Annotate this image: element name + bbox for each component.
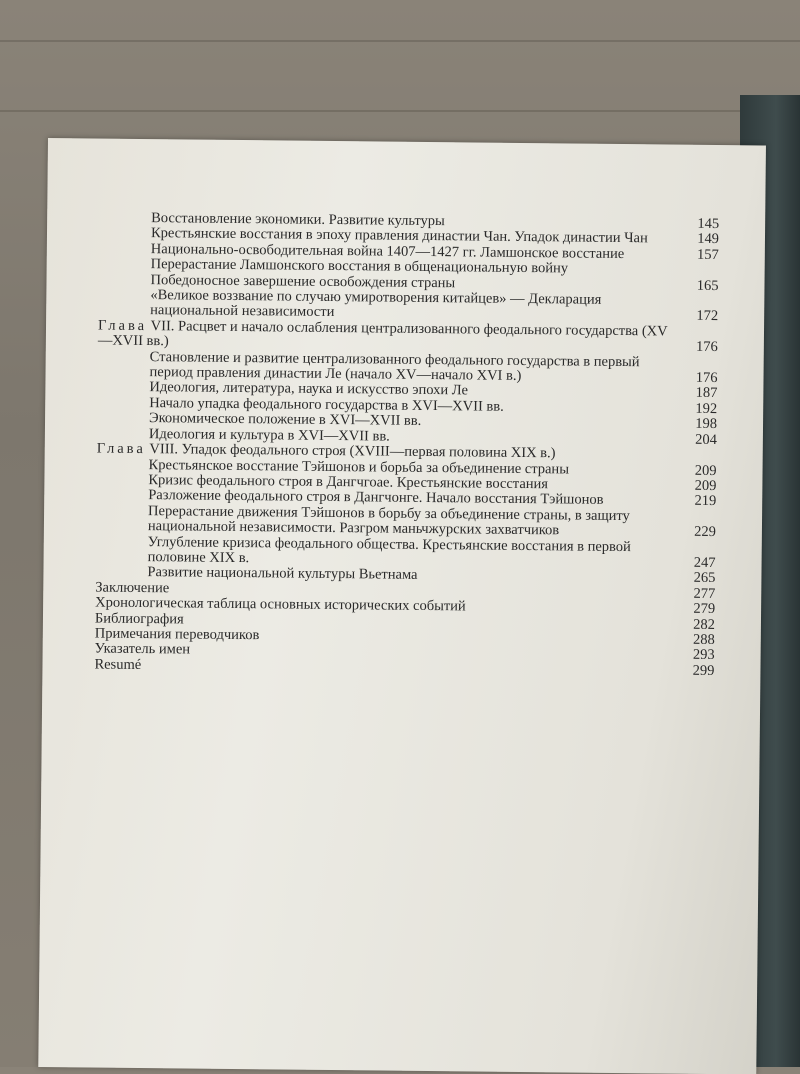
toc-page-number: 145 <box>697 215 720 233</box>
toc-page-number: 279 <box>693 600 716 618</box>
toc-entry-title: Библиография <box>94 610 184 628</box>
toc-page-number: 293 <box>692 647 715 664</box>
toc-page-number: 157 <box>696 246 719 263</box>
toc-page-number: 209 <box>694 462 717 479</box>
table-of-contents <box>94 211 719 680</box>
toc-entry-title: Перерастание Ламшонского восстания в общенациональную войну <box>150 256 569 277</box>
toc-entry-title: VII. Расцвет и начало ослабления централизованного феодального государства (XV—XVII вв.) <box>97 317 668 350</box>
toc-page-number: 198 <box>695 416 718 433</box>
toc-entry-title: Заключение <box>95 579 170 597</box>
toc-page-number: 165 <box>696 277 719 294</box>
toc-entry-title: Крестьянские восстания в эпоху правления династии Чан. Упадок династии Чан <box>150 225 648 247</box>
toc-entry-title: Восстановление экономики. Развитие культуры <box>151 210 445 230</box>
toc-entry-title: Крестьянское восстание Тэйшонов и борьба за объединение страны <box>148 456 570 477</box>
toc-page-number: 229 <box>694 523 716 541</box>
toc-page-number: 187 <box>695 385 718 402</box>
background-grain <box>0 40 800 42</box>
toc-entry-title: Национально-освободительная война 1407—1427 гг. Ламшонское восстание <box>150 240 625 262</box>
toc-page-number: 204 <box>695 431 717 448</box>
toc-page-number: 299 <box>692 662 715 679</box>
toc-entry-title: Экономическое положение в XVI—XVII вв. <box>148 410 422 430</box>
toc-entry-title: Разложение феодального строя в Дангчонге. Начало восстания Тэйшонов <box>148 487 604 509</box>
toc-entry-title: Становление и развитие централизованного феодального государства в первый период правления династии Ле (начало XV—начало XVI в.) <box>149 348 640 385</box>
chapter-label: Глава <box>96 440 146 458</box>
book-page <box>38 138 766 1074</box>
toc-page-number: 247 <box>693 554 716 571</box>
toc-page-number: 288 <box>692 631 715 648</box>
chapter-label: Глава <box>97 317 148 334</box>
toc-entry-title: Хронологическая таблица основных исторических событий <box>95 594 466 615</box>
toc-entry-title: Примечания переводчиков <box>94 625 260 644</box>
toc-entry-title: Начало упадка феодального государства в XVI—XVII вв. <box>149 394 504 415</box>
toc-entry-title: Перерастание движения Тэйшонов в борьбу за объединение страны, в защиту национальной независимости. Разгром маньчжурских захватчиков <box>147 502 630 539</box>
toc-page-number: 149 <box>697 231 720 248</box>
toc-entry-title: Идеология и культура в XVI—XVII вв. <box>148 425 390 445</box>
toc-entry-title: Победоносное завершение освобождения страны <box>150 271 456 291</box>
toc-entry-title: Идеология, литература, наука и искусство эпохи Ле <box>149 379 469 399</box>
toc-page-number: 219 <box>694 493 717 510</box>
toc-entry-title: Углубление кризиса феодального общества. Крестьянские восстания в первой половине XIX в. <box>147 533 631 567</box>
toc-page-number: 265 <box>693 570 716 587</box>
toc-entry-title: Кризис феодального строя в Дангчгоае. Крестьянские восстания <box>148 471 549 493</box>
toc-page-number: 172 <box>696 308 719 325</box>
toc-page-number: 209 <box>694 477 717 494</box>
background-grain <box>0 110 800 112</box>
toc-entry-title: Указатель имен <box>94 640 191 658</box>
toc-page-number: 176 <box>696 339 718 356</box>
toc-entry-title: Развитие национальной культуры Вьетнама <box>147 564 418 584</box>
toc-entry-title: «Великое воззвание по случаю умиротворения китайцев» — Декларация национальной независимости <box>150 287 602 321</box>
toc-page-number: 277 <box>693 585 716 602</box>
toc-page-number: 282 <box>693 616 716 633</box>
toc-entry-title: VIII. Упадок феодального строя (XVIII—первая половина XIX в.) <box>149 441 556 462</box>
toc-entry-title: Resumé <box>94 656 142 673</box>
toc-page-number: 192 <box>695 400 718 417</box>
toc-page-number: 176 <box>695 369 718 387</box>
